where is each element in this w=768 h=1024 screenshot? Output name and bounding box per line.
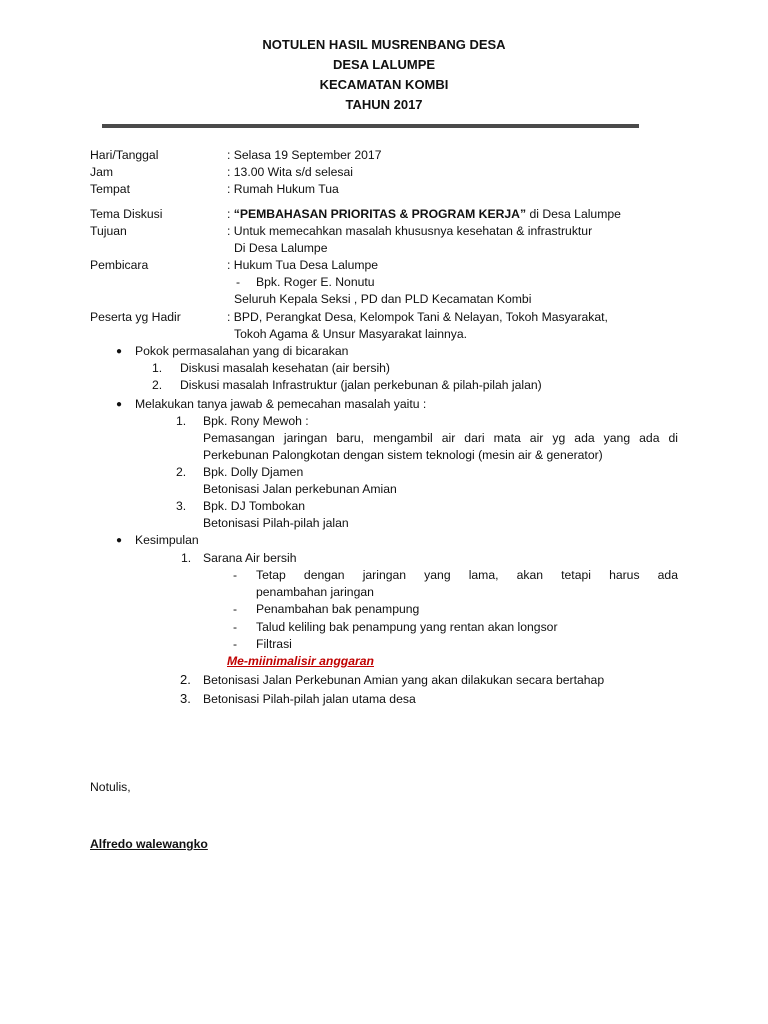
dash-marker: - [233, 568, 238, 582]
conclusion-sub-4: Filtrasi [256, 637, 292, 651]
bullet-icon: ● [116, 346, 123, 357]
hari-label: Hari/Tanggal [90, 148, 159, 162]
tujuan-value-2: Di Desa Lalumpe [234, 241, 328, 255]
section2-title: Melakukan tanya jawab & pemecahan masalah yaitu : [135, 397, 427, 411]
budget-note: Me-miinimalisir anggaran [227, 654, 374, 668]
section2-item3-num: 3. [176, 499, 187, 513]
tempat-value: : Rumah Hukum Tua [227, 182, 339, 196]
peserta-value: : BPD, Perangkat Desa, Kelompok Tani & Nelayan, Tokoh Masyarakat, [227, 310, 608, 324]
notulis-label: Notulis, [90, 780, 131, 794]
tema-bold: “PEMBAHASAN PRIORITAS & PROGRAM KERJA” [233, 207, 527, 221]
tema-prefix: : [227, 207, 234, 221]
tema-suffix: di Desa Lalumpe [526, 207, 621, 221]
section2-item3-name: Bpk. DJ Tombokan [203, 499, 306, 513]
conclusion-sub-1: Tetap dengan jaringan yang lama, akan tetapi harus ada [256, 568, 678, 582]
pembicara-value-3: Seluruh Kepala Seksi , PD dan PLD Kecamatan Kombi [234, 292, 532, 306]
section1-item1-num: 1. [152, 361, 163, 375]
jam-value: : 13.00 Wita s/d selesai [227, 165, 353, 179]
pembicara-label: Pembicara [90, 258, 149, 272]
doc-title-line4: TAHUN 2017 [345, 97, 423, 112]
header-divider [102, 124, 639, 128]
section3-item3-num: 3. [180, 691, 191, 706]
doc-title-line3: KECAMATAN KOMBI [319, 77, 449, 92]
dash-marker: - [233, 637, 238, 651]
doc-title-line1: NOTULEN HASIL MUSRENBANG DESA [262, 37, 506, 52]
section3-item1-num: 1. [181, 551, 192, 565]
tujuan-label: Tujuan [90, 224, 127, 238]
pembicara-dash: - [236, 275, 241, 289]
tempat-label: Tempat [90, 182, 130, 196]
conclusion-sub-1-cont: penambahan jaringan [256, 585, 374, 599]
tema-value [227, 207, 621, 221]
pembicara-value: : Hukum Tua Desa Lalumpe [227, 258, 379, 272]
section1-item2-text: Diskusi masalah Infrastruktur (jalan perkebunan & pilah-pilah jalan) [180, 378, 542, 392]
section3-item2-text: Betonisasi Jalan Perkebunan Amian yang akan dilakukan secara bertahap [203, 673, 605, 687]
bullet-icon: ● [116, 535, 123, 546]
doc-title-line2: DESA LALUMPE [332, 57, 436, 72]
jam-label: Jam [90, 165, 114, 179]
section2-item1-name: Bpk. Rony Mewoh : [203, 414, 309, 428]
section3-title: Kesimpulan [135, 533, 199, 547]
tujuan-value: : Untuk memecahkan masalah khususnya kesehatan & infrastruktur [227, 224, 593, 238]
section2-item3-line1: Betonisasi Pilah-pilah jalan [203, 516, 349, 530]
peserta-label: Peserta yg Hadir [90, 310, 181, 324]
signer-name: Alfredo walewangko [90, 837, 208, 851]
dash-marker: - [233, 602, 238, 616]
conclusion-sub-2: Penambahan bak penampung [256, 602, 420, 616]
section2-item1-line1: Pemasangan jaringan baru, mengambil air dari mata air yg ada yang ada di [203, 431, 678, 445]
section1-title: Pokok permasalahan yang di bicarakan [135, 344, 349, 358]
section3-item1-title: Sarana Air bersih [203, 551, 297, 565]
dash-marker: - [233, 620, 238, 634]
peserta-value-2: Tokoh Agama & Unsur Masyarakat lainnya. [234, 327, 468, 341]
section2-item1-line2: Perkebunan Palongkotan dengan sistem teknologi (mesin air & generator) [203, 448, 603, 462]
section3-item2-num: 2. [180, 672, 191, 687]
section1-item1-text: Diskusi masalah kesehatan (air bersih) [180, 361, 390, 375]
section3-item3-text: Betonisasi Pilah-pilah jalan utama desa [203, 692, 416, 706]
bullet-icon: ● [116, 399, 123, 410]
pembicara-value-2: Bpk. Roger E. Nonutu [256, 275, 375, 289]
section2-item2-line1: Betonisasi Jalan perkebunan Amian [203, 482, 397, 496]
section2-item2-num: 2. [176, 465, 187, 479]
section2-item1-num: 1. [176, 414, 187, 428]
conclusion-sub-3: Talud keliling bak penampung yang rentan akan longsor [256, 620, 558, 634]
section1-item2-num: 2. [152, 378, 163, 392]
hari-value: : Selasa 19 September 2017 [227, 148, 382, 162]
tema-label: Tema Diskusi [90, 207, 163, 221]
section2-item2-name: Bpk. Dolly Djamen [203, 465, 304, 479]
